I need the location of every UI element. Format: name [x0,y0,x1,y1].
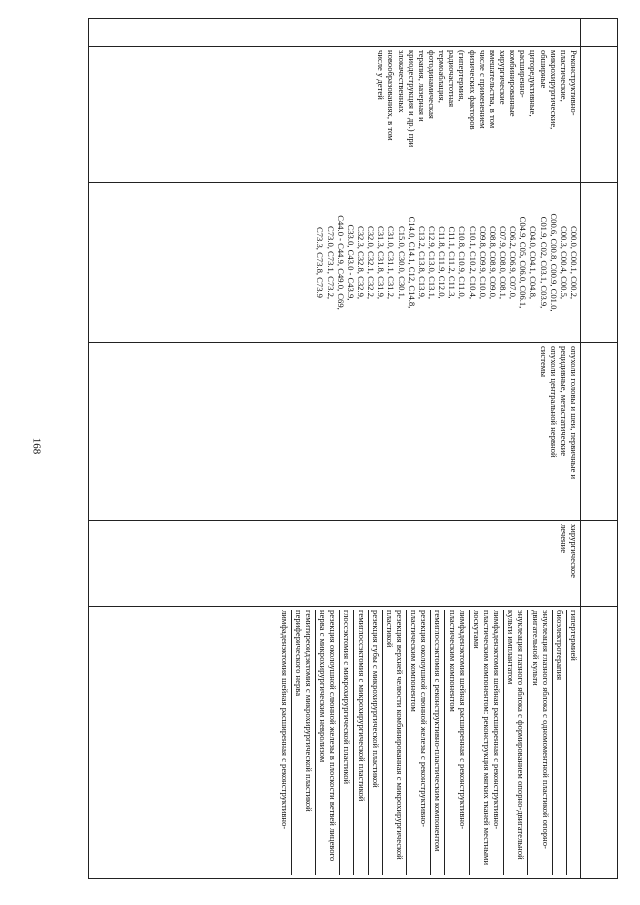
icd-codes-line: C10.8, C10.9, C11.0, [457,226,468,299]
icd-codes-line: C33.0, C43.0 - C43.9, [345,224,356,301]
table-top-row [581,19,618,879]
operation-item: энуклеация глазного яблока с одномоментной пластикой опорно-двигательной культи [527,610,551,875]
row-number-cell [89,19,581,47]
operation-item: лимфаденэктомия шейная расширенная с реконструктивно-пластическим компонентом: реконструкция мягких тканей местными лоскутами [469,610,503,875]
diagnosis-line: системы [538,346,549,378]
icd-codes-line: C14.0, C14.1, C12, C14.8, [406,216,417,309]
method-line: микрохирургические, [548,50,559,130]
icd-codes-line: C73.3, C73.8, C73.9 [315,227,326,298]
diagnosis-line: опухоли центральной нервной [548,346,559,458]
method-line: термоаблация, [437,50,448,103]
icd-codes-line: C32.0, C32.1, C32.2, [366,225,377,300]
icd-codes-line: C07.9, C08.0, C08.1, [498,225,509,300]
operation-item: глоссэктомия с микрохирургической пластикой [339,610,353,875]
diagnosis-line: опухоли головы и шеи, первичные и [569,346,579,480]
page-number: 168 [30,437,43,455]
icd-codes-line: C00.6, C00.8, C00.9, C01.0, [548,213,559,312]
icd-codes-line: C73.0, C73.1, C73.2, [325,225,336,300]
icd-codes-line: C11.8, C11.9, C12.0, [437,226,448,299]
method-line: криодеструкция и др.) при [406,50,417,148]
table-row [89,19,581,879]
cell-empty [581,521,618,607]
operation-item: энуклеация глазного яблока с формированием опорно-двигательной культи имплантатом [503,610,527,875]
diagnosis-line: рецидивные, метастатические [558,346,569,457]
operations-cell [89,607,581,879]
method-line: расширенно- [518,50,529,98]
method-line: (гипертермия, [457,50,468,102]
operation-item: резекция околоушной слюнной железы в плоскости ветвей лицевого нерва с микрохирургическим невролизом [315,610,339,875]
icd-codes-line: C11.1, C11.2, C11.3, [447,226,458,299]
operation-item: лимфаденэктомия шейная расширенная с реконструктивно-пластическим компонентом [444,610,468,875]
method-line: циторедуктивные, [528,50,539,117]
cell-empty [581,343,618,521]
operation-item: резекция околоушной слюнной железы с реконструктивно-пластическим компонентом [406,610,430,875]
rotated-page [88,18,618,878]
icd-codes-line: C06.2, C06.9, C07.0, [508,225,519,300]
method-line: пластические, [558,50,569,102]
operation-item: гемитиреоидэктомия с микрохирургической пластикой периферического нерва [291,610,315,875]
icd-codes-line: C09.8, C09.9, C10.0, [477,225,488,300]
cell-empty [581,19,618,47]
cell-empty [581,47,618,183]
method-line: новообразованиях, в том [386,50,397,141]
icd-codes-line: C01.9, C02, C03.1, C03.9, [538,216,549,309]
icd-codes-line: C04.0, C04.1, C04.8, [528,225,539,300]
cell-empty [581,607,618,879]
operation-item: биоэлектротерапия [552,610,566,875]
diagnosis-cell [89,343,581,521]
method-line: числе у детей [376,50,387,100]
icd-codes-line: C32.3, C32.8, C32.9, [356,225,367,300]
icd-codes-line: C04.9, C05, C06.0, C06.1, [518,216,529,309]
icd-codes-line: C08.8, C08.9, C09.0, [487,225,498,300]
method-line: Реконструктивно- [569,50,579,116]
method-line: числе с применением [477,50,488,129]
method-line: злокачественных [396,50,407,113]
icd-codes-line: C00.0, C00.1, C00.2, [569,225,579,300]
method-line: терапия, лазерная и [416,50,427,122]
operation-item: гемиглоссэктомия с реконструктивно-пластическим компонентом [430,610,444,875]
method-line: хирургические [498,50,509,105]
icd-codes-line: C44.0 - C44.9, C49.0, C69, [335,215,346,310]
method-line: вмешательства, в том [487,50,498,129]
method-line: обширные [538,50,549,89]
operation-item: гипертермией [566,610,580,875]
icd-codes-line: C31.0, C31.1, C31.2, [386,225,397,300]
operation-item: резекция верхней челюсти комбинированная с микрохирургической пластикой [382,610,406,875]
icd-codes-line: C10.1, C10.2, C10.4, [467,225,478,300]
operation-item: гемиглоссэктомия с микрохирургической пластикой [353,610,367,875]
icd-codes-line: C15.0, C30.0, C30.1, [396,225,407,300]
operation-item: резекция губы с микрохирургической пластикой [368,610,382,875]
icd-codes-line: C12.9, C13.0, C13.1, [427,225,438,300]
operation-item: лимфаденэктомия шейная расширенная с реконструктивно- [279,610,290,830]
method-line: фотодинамическая [427,50,438,119]
treatment-type-cell: хирургическое лечение [89,521,581,607]
medical-services-table [88,18,618,879]
method-line: комбинированные [508,50,519,117]
method-line: физических факторов [467,50,478,130]
cell-empty [581,183,618,343]
icd-codes-cell [89,183,581,343]
icd-codes-line: C00.3, C00.4, C00.5, [558,225,569,300]
method-line: радиочастотная [447,50,458,108]
method-cell [89,47,581,183]
icd-codes-line: C31.3, C31.8, C31.9, [376,225,387,300]
icd-codes-line: C13.2, C13.8, C13.9, [416,225,427,300]
